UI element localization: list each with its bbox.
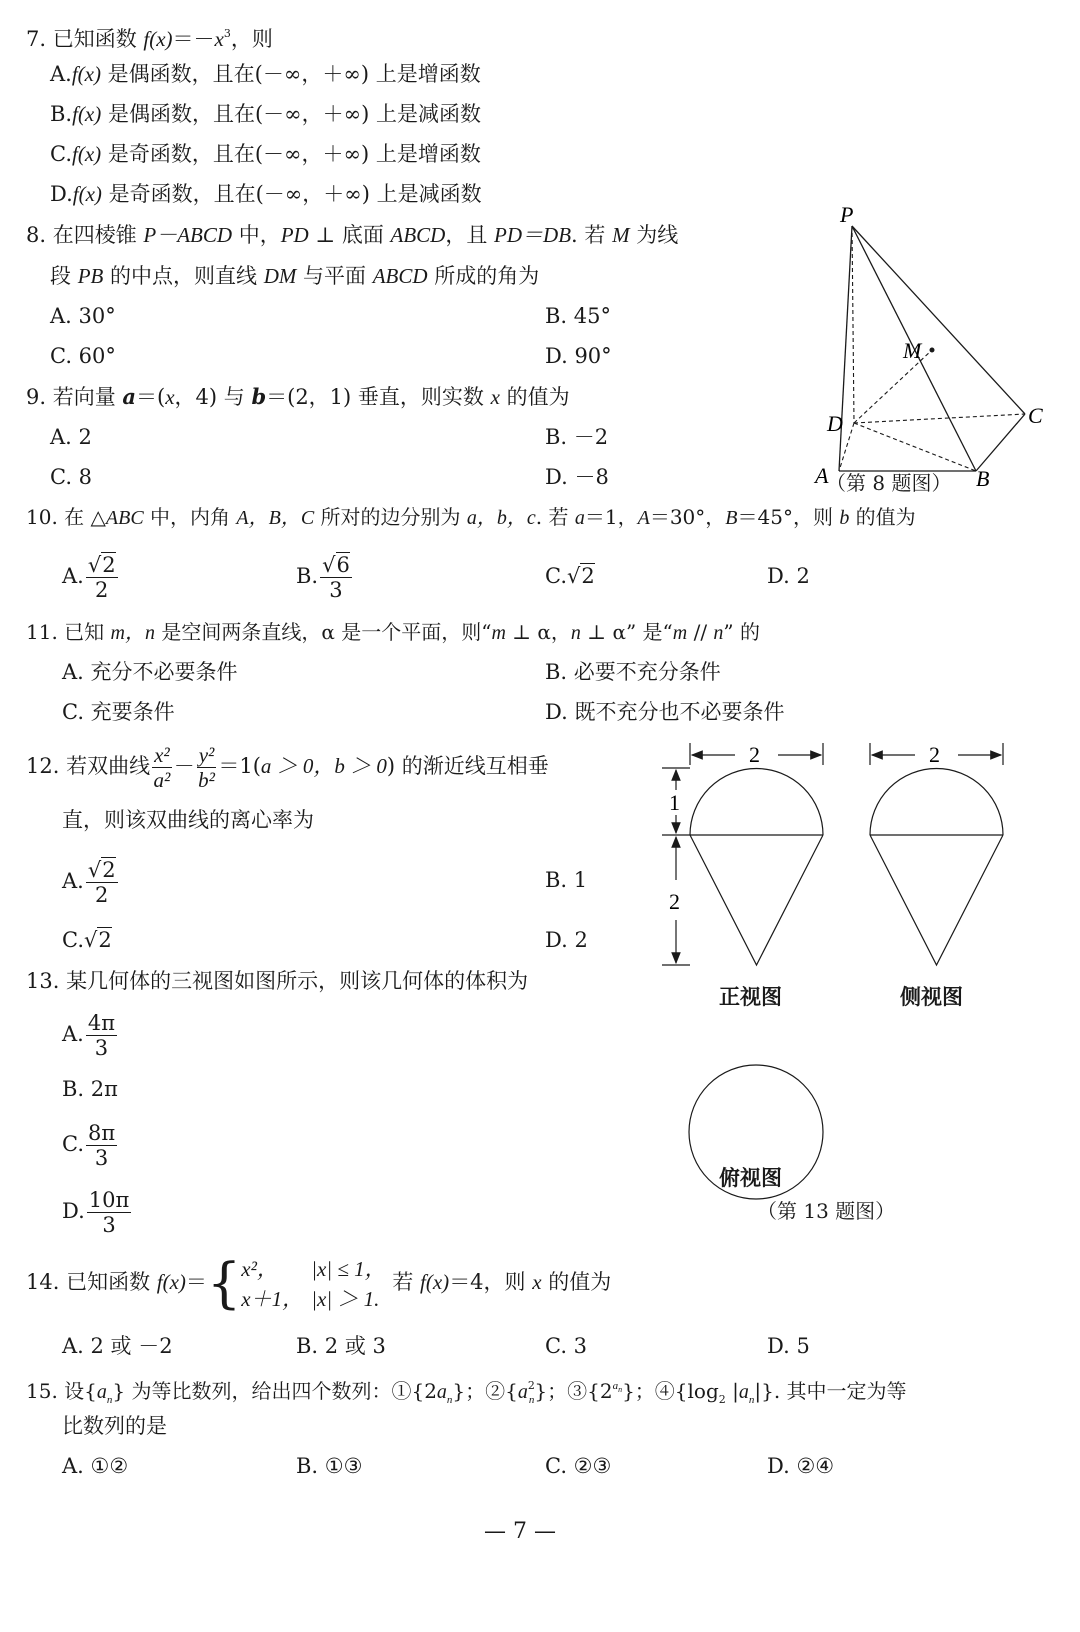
- q10-t: A，B，C: [236, 507, 315, 529]
- q11-t: n: [713, 622, 724, 644]
- q7-exp: 3: [223, 27, 231, 40]
- q15-sq: 2: [527, 1379, 535, 1392]
- q8-t: 段: [50, 264, 78, 288]
- option-text: 充要条件: [84, 700, 175, 724]
- question-8-stem-line1: [26, 221, 678, 249]
- option-label: C.: [50, 344, 72, 368]
- q8-t: 8. 在四棱锥: [26, 223, 144, 247]
- q8-t: ABCD: [372, 264, 428, 288]
- case-1-cond: |x| ≤ 1，: [311, 1256, 386, 1281]
- q15-option-d: [767, 1452, 834, 1480]
- q8-t: ⊥ 底面: [308, 223, 391, 247]
- question-12-stem-line1: [26, 740, 549, 792]
- option-label: B.: [296, 564, 319, 588]
- option-label: A.: [62, 1334, 84, 1358]
- question-13-stem: 13. 某几何体的三视图如图所示，则该几何体的体积为: [26, 969, 529, 993]
- option-label: A.: [62, 1022, 84, 1046]
- q8-t: 为线: [629, 223, 679, 247]
- option-text: ②④: [789, 1454, 835, 1478]
- q7-option-d: [50, 180, 482, 208]
- fraction: [86, 1011, 117, 1060]
- q8-t: M: [612, 223, 630, 247]
- q8-t: PB: [77, 264, 104, 288]
- dim-label-front-width: 2: [749, 742, 760, 767]
- q11-t: ” 的: [723, 620, 761, 644]
- q15-exp: [612, 1380, 623, 1395]
- q14-fx: f(x): [420, 1270, 450, 1294]
- option-label: C.: [62, 1132, 84, 1156]
- q8-t: 与平面: [296, 264, 373, 288]
- point-m: [930, 348, 935, 353]
- q13-option-d: [62, 1185, 133, 1237]
- denominator: 2: [95, 883, 109, 907]
- q10-t: . 若: [535, 505, 575, 529]
- q15-a: a: [517, 1381, 528, 1403]
- numerator: x²: [154, 743, 170, 767]
- fraction: [86, 553, 118, 602]
- radicand: 2: [581, 564, 595, 588]
- q9-option-c: [50, 463, 92, 491]
- fraction-y2-b2: [197, 743, 217, 792]
- q15-n: n: [618, 1385, 623, 1395]
- front-view-label: 正视图: [719, 984, 782, 1009]
- q9-t: 的值为: [499, 385, 570, 409]
- option-label: C.: [62, 700, 84, 724]
- q11-option-a: [62, 658, 238, 686]
- q10-option-a: [62, 550, 120, 602]
- q13-option-a: [62, 1008, 119, 1060]
- option-text: 必要不充分条件: [567, 660, 721, 684]
- q15-t: |}. 其中一定为等: [754, 1379, 907, 1403]
- option-text: 2π: [84, 1077, 118, 1101]
- q11-t: 是空间两条直线，α 是一个平面，则“: [154, 620, 492, 644]
- front-cone: [690, 835, 823, 965]
- q10-t: 10. 在 △: [26, 505, 106, 529]
- q11-t: ⊥ α” 是“: [580, 620, 673, 644]
- q11-option-b: [545, 658, 721, 686]
- q12-option-c: C.√2: [62, 928, 112, 952]
- q8-t: ABCD: [390, 223, 446, 247]
- radicand: 2: [98, 928, 112, 952]
- q11-option-d: [545, 698, 784, 726]
- option-label: B.: [62, 1077, 85, 1101]
- q15-t: } 为等比数列，给出四个数列：①{2: [112, 1379, 437, 1403]
- q10-option-b: [296, 550, 354, 602]
- question-15-stem-line1: [26, 1372, 907, 1414]
- q8-t: ，且: [445, 223, 495, 247]
- question-11-stem: [26, 618, 760, 647]
- option-label: A.: [62, 869, 84, 893]
- q11-t: m: [491, 622, 506, 644]
- numerator: 8π: [88, 1121, 116, 1145]
- option-label: D.: [62, 1199, 85, 1223]
- q15-option-b: [296, 1452, 362, 1480]
- option-label: B.: [296, 1454, 319, 1478]
- q10-t: 的值为: [849, 505, 916, 529]
- q8-t: 中，: [232, 223, 281, 247]
- q7-fx: f(x): [72, 142, 102, 166]
- option-text: －8: [567, 465, 609, 489]
- q7-x: x: [214, 27, 224, 51]
- q11-t: //: [687, 620, 714, 644]
- option-text: 是偶函数，且在(－∞，＋∞) 上是增函数: [101, 62, 481, 86]
- option-label: D.: [545, 700, 568, 724]
- option-label: A.: [50, 62, 72, 86]
- option-text: －2: [567, 425, 609, 449]
- option-text: 2 或 3: [318, 1334, 386, 1358]
- option-label: B.: [545, 304, 568, 328]
- q15-n: n: [528, 1394, 535, 1406]
- q12-t: －: [173, 754, 195, 778]
- front-semicircle: [690, 769, 823, 836]
- option-text: 是奇函数，且在(－∞，＋∞) 上是减函数: [101, 182, 482, 206]
- denominator: a²: [153, 768, 171, 792]
- q14-x: x: [532, 1270, 542, 1294]
- option-text: 既不充分也不必要条件: [567, 700, 785, 724]
- q9-t: ＝(2，1) 垂直，则实数: [266, 385, 491, 409]
- q8-t: . 若: [571, 223, 613, 247]
- q14-t: 14. 已知函数: [26, 1270, 157, 1294]
- q11-option-c: [62, 698, 175, 726]
- q8-t: PD: [280, 223, 309, 247]
- q9-t: ，4) 与: [174, 385, 252, 409]
- q9-option-a: [50, 423, 92, 451]
- question-12-stem-line2: 直，则该双曲线的离心率为: [62, 808, 314, 832]
- q14-t: ＝4，则: [449, 1270, 533, 1294]
- q10-t: 中，内角: [143, 505, 237, 529]
- q7-tail: ，则: [230, 27, 273, 51]
- q12-t: ) 的渐近线互相垂: [386, 754, 549, 778]
- option-label: B.: [296, 1334, 319, 1358]
- q8-t: 所成的角为: [427, 264, 540, 288]
- option-label: C.: [545, 1454, 567, 1478]
- q7-option-c: [50, 140, 481, 168]
- option-label: D.: [545, 344, 568, 368]
- q11-t: m，n: [110, 622, 155, 644]
- vertex-label-b: B: [976, 466, 990, 491]
- q14-t: 若: [385, 1270, 421, 1294]
- q14-option-b: [296, 1332, 386, 1360]
- q7-text: 7. 已知函数: [26, 27, 144, 51]
- option-label: D.: [545, 465, 568, 489]
- q7-fx: f(x): [72, 102, 102, 126]
- q8-t: P－ABCD: [143, 223, 233, 247]
- q14-option-a: [62, 1332, 173, 1360]
- option-label: A.: [62, 660, 84, 684]
- q11-t: m: [672, 622, 688, 644]
- numerator: √6: [322, 553, 350, 577]
- q10-t: A: [637, 507, 650, 529]
- question-8-stem-line2: [50, 262, 539, 290]
- q8-t: DM: [263, 264, 297, 288]
- numerator: y²: [198, 743, 215, 767]
- q8-t: PD＝DB: [494, 223, 572, 247]
- q10-t: a: [574, 507, 585, 529]
- option-text: 是偶函数，且在(－∞，＋∞) 上是减函数: [101, 102, 481, 126]
- q15-option-c: [545, 1452, 611, 1480]
- q7-fx: f(x): [71, 62, 101, 86]
- edge-db-hidden: [854, 423, 976, 471]
- radicand: 2: [102, 858, 116, 882]
- q8-option-b: [545, 302, 611, 330]
- fraction-x2-a2: [152, 743, 172, 792]
- denominator: 3: [94, 1146, 109, 1170]
- q9-t: 9. 若向量: [26, 385, 123, 409]
- edge-pc: [852, 226, 1025, 414]
- option-text: 45°: [567, 304, 612, 328]
- option-text: 2: [71, 425, 92, 449]
- q8-option-a: [50, 302, 116, 330]
- q15-t: }；③{2: [534, 1379, 613, 1403]
- q9-vec-a: a: [122, 384, 136, 409]
- fraction: [86, 1121, 117, 1170]
- q10-t: a，b，c: [466, 507, 536, 529]
- option-label: B.: [545, 868, 568, 892]
- q13-three-view-figure: [650, 735, 1030, 1035]
- option-text: 30°: [71, 304, 116, 328]
- q8-pyramid-figure: [770, 200, 1050, 500]
- option-text: 充分不必要条件: [83, 660, 238, 684]
- vertex-label-p: P: [840, 202, 854, 227]
- q10-t: 所对的边分别为: [314, 505, 467, 529]
- q12-option-a: [62, 855, 120, 907]
- fraction: [87, 1188, 132, 1237]
- option-text: 1: [567, 868, 588, 892]
- option-text: 是奇函数，且在(－∞，＋∞) 上是增函数: [101, 142, 481, 166]
- page-number: — 7 —: [484, 1519, 556, 1544]
- option-label: C.: [545, 564, 567, 588]
- numerator: 4π: [87, 1011, 116, 1035]
- q11-t: ⊥ α，: [505, 620, 571, 644]
- case-2: [241, 1284, 385, 1314]
- q13-option-b: [62, 1075, 118, 1103]
- q15-a: a: [96, 1381, 107, 1403]
- q10-t: ＝1，: [584, 505, 638, 529]
- question-14-stem: [26, 1250, 611, 1320]
- option-text: ②③: [567, 1454, 612, 1478]
- q11-t: 11. 已知: [26, 620, 111, 644]
- q9-vec-b: b: [251, 384, 267, 409]
- q13-figure-caption: （第 13 题图）: [757, 1199, 896, 1223]
- q15-t: 15. 设{: [26, 1379, 97, 1403]
- case-2-expr: x＋1，: [241, 1286, 304, 1311]
- q7-fx: f(x): [143, 27, 173, 51]
- dim-label-side-width: 2: [929, 742, 940, 767]
- q10-t: ＝45°，则: [737, 505, 840, 529]
- option-label: D.: [767, 1334, 790, 1358]
- option-label: C.: [545, 1334, 567, 1358]
- vertex-label-a: A: [815, 463, 829, 488]
- q9-option-d: [545, 463, 609, 491]
- option-label: C.: [50, 142, 72, 166]
- vertex-label-m: M: [903, 338, 922, 363]
- q12-t: a ＞ 0，b ＞ 0: [260, 754, 387, 778]
- question-10-stem: [26, 503, 916, 532]
- option-text: 8: [72, 465, 93, 489]
- left-brace: {: [206, 1251, 242, 1315]
- edge-pd-hidden: [852, 226, 854, 423]
- option-label: B.: [50, 102, 73, 126]
- piecewise-cases: [241, 1254, 385, 1314]
- fraction: [320, 553, 352, 602]
- option-text: 60°: [72, 344, 116, 368]
- q8-figure-caption: （第 8 题图）: [826, 471, 952, 495]
- option-label: B.: [545, 660, 568, 684]
- radicand: 6: [336, 553, 350, 577]
- option-label: D.: [767, 564, 790, 588]
- option-label: C.: [50, 465, 72, 489]
- numerator: √2: [87, 553, 116, 577]
- q9-t: ＝(: [136, 385, 166, 409]
- q10-t: ＝30°，: [649, 505, 726, 529]
- option-text: 2 或 －2: [83, 1334, 173, 1358]
- q11-t: n: [570, 622, 581, 644]
- q12-t: 12. 若双曲线: [26, 754, 151, 778]
- denominator: 3: [102, 1213, 116, 1237]
- side-semicircle: [870, 769, 1003, 836]
- edge-dc-hidden: [854, 414, 1025, 423]
- q14-option-c: [545, 1332, 587, 1360]
- q15-option-a: [62, 1452, 128, 1480]
- q7-option-b: [50, 100, 481, 128]
- q12-option-d: [545, 926, 588, 954]
- option-text: ①③: [318, 1454, 363, 1478]
- q9-x: x: [165, 385, 175, 409]
- q9-x: x: [490, 385, 500, 409]
- option-label: A.: [50, 304, 72, 328]
- q15-t: }；②{: [452, 1379, 518, 1403]
- dim-label-height-top: 1: [669, 790, 680, 815]
- q10-option-c: C.√2: [545, 564, 595, 588]
- option-label: D.: [767, 1454, 790, 1478]
- option-label: D.: [545, 928, 568, 952]
- denominator: 3: [94, 1036, 109, 1060]
- option-label: D.: [50, 182, 73, 206]
- q14-t: ＝: [185, 1270, 207, 1294]
- q7-eq: ＝－: [172, 27, 215, 51]
- q15-log-base: 2: [718, 1393, 726, 1406]
- question-15-stem-line2: 比数列的是: [62, 1414, 167, 1438]
- option-text: 3: [567, 1334, 588, 1358]
- denominator: 2: [95, 578, 109, 602]
- q15-a: a: [436, 1381, 447, 1403]
- q10-t: b: [839, 507, 850, 529]
- question-9-stem: [26, 383, 570, 411]
- option-label: B.: [545, 425, 568, 449]
- q15-t: }；④{log: [622, 1379, 719, 1403]
- side-view-label: 侧视图: [900, 984, 963, 1009]
- fraction: [86, 858, 118, 907]
- q10-t: ABC: [105, 507, 144, 529]
- option-label: A.: [50, 425, 72, 449]
- option-label: C.: [62, 928, 84, 952]
- case-1-expr: x²，: [241, 1256, 278, 1281]
- numerator: √2: [87, 858, 116, 882]
- q8-option-d: [545, 342, 612, 370]
- q15-n: n: [748, 1394, 755, 1406]
- case-2-cond: |x| ＞ 1.: [311, 1286, 380, 1311]
- q15-n: n: [446, 1394, 453, 1406]
- option-text: 2: [789, 564, 810, 588]
- denominator: b²: [198, 768, 215, 792]
- q9-option-b: [545, 423, 608, 451]
- q12-t: ＝1(: [218, 754, 261, 778]
- q7-fx: f(x): [72, 182, 102, 206]
- q14-option-d: [767, 1332, 810, 1360]
- q14-t: 的值为: [541, 1270, 612, 1294]
- edge-bc: [976, 414, 1025, 471]
- q8-t: 的中点，则直线: [103, 264, 264, 288]
- side-cone: [870, 835, 1003, 965]
- q15-a: a: [738, 1381, 749, 1403]
- denominator: 3: [329, 578, 343, 602]
- vertex-label-c: C: [1028, 403, 1043, 428]
- numerator: 10π: [88, 1188, 130, 1212]
- q14-fx: f(x): [156, 1270, 186, 1294]
- q7-option-a: [50, 60, 481, 88]
- dim-label-height-bottom: 2: [669, 889, 680, 914]
- case-1: [241, 1254, 385, 1284]
- question-7-stem: [26, 20, 273, 53]
- q15-t: |: [725, 1379, 739, 1403]
- option-text: 5: [789, 1334, 810, 1358]
- vertex-label-d: D: [827, 411, 843, 436]
- q10-t: B: [725, 507, 738, 529]
- q15-a: a: [612, 1380, 619, 1392]
- option-label: A.: [62, 1454, 84, 1478]
- option-text: 90°: [567, 344, 612, 368]
- option-text: ①②: [83, 1454, 129, 1478]
- q13-option-c: [62, 1118, 119, 1170]
- q15-n: n: [106, 1394, 113, 1406]
- q10-option-d: [767, 562, 810, 590]
- top-view-label: 俯视图: [719, 1165, 782, 1190]
- q12-option-b: [545, 866, 587, 894]
- option-text: 2: [567, 928, 588, 952]
- option-label: A.: [62, 564, 84, 588]
- radicand: 2: [102, 553, 116, 577]
- q8-option-c: [50, 342, 116, 370]
